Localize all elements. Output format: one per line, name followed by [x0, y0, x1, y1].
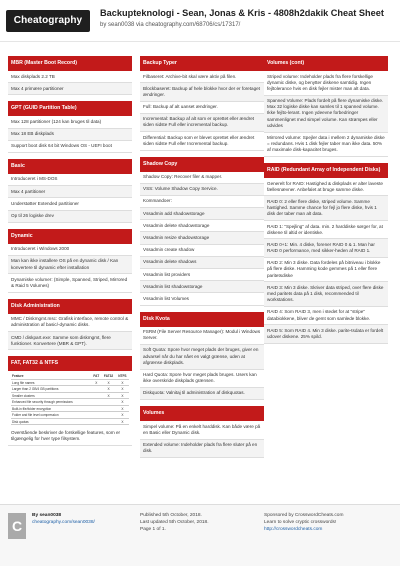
- sponsor-text: Learn to solve cryptic crosswords!: [264, 519, 337, 525]
- table-header-cell: NTFS: [116, 373, 129, 379]
- table-header-cell: FAT: [91, 373, 101, 379]
- section-row: VSS: Volume Shadow Copy Service.: [140, 184, 264, 196]
- section-volumes: [140, 406, 264, 458]
- table-cell: Smaller clusters: [11, 392, 91, 399]
- section-heading: Disk Administration: [8, 299, 132, 314]
- section-heading: GPT (GUID Partition Table): [8, 101, 132, 116]
- section-row: Hard Quota: Spore hvor meget plads bruges. Users kan ikke overskride diskplads grænsen.: [140, 370, 264, 388]
- section-row: Blockbaseret: Backup af hele blokke hvor der er foretaget ændringer.: [140, 83, 264, 101]
- section-row: Vssadmin list shadowstorage: [140, 281, 264, 293]
- section-row: Understøtter Extended partitioner: [8, 198, 132, 210]
- section-row: Introduceret i Windows 2000: [8, 244, 132, 256]
- author-name: By sean0038: [32, 513, 62, 518]
- table-cell: Folder and file level compression: [11, 412, 91, 419]
- section-row: Spanned Volume: Plads fordelt på flere dynamiske diske. Max 32 logiske diske kan samles til 1 spanned volume. Ikke fejlto-lerant. Ingen ydeevne forbedringer sammenlignet med simpel volume. Kan strømpes eller udvides: [264, 96, 388, 133]
- section-row: RAID 3: Min 3 diske. Skriver data striped, over flere diske med paritets data på 1 disk, recommended til workstations.: [264, 282, 388, 307]
- section-row: Vssadmin list Volumes: [140, 293, 264, 305]
- table-cell: X: [101, 386, 115, 393]
- table-cell: X: [91, 379, 101, 386]
- table-header-cell: FAT32: [101, 373, 115, 379]
- column-2: [140, 56, 264, 464]
- section-heading: MBR (Master Boot Record): [8, 56, 132, 71]
- section-heading: Dynamic: [8, 229, 132, 244]
- table-cell: [101, 418, 115, 425]
- author-avatar[interactable]: C: [8, 513, 26, 539]
- section-row: Max 128 partitioner (124 kan bruges til data): [8, 116, 132, 128]
- published-date: Published 5th October, 2018.: [140, 513, 202, 518]
- section-mbr-master-boot-record: [8, 56, 132, 95]
- section-row: Differential: Backup som er blevet oprettet eller ændret siden sidste Full eller Incremental backup.: [140, 132, 264, 150]
- cheatography-logo[interactable]: Cheatography: [6, 10, 90, 32]
- table-cell: X: [116, 412, 129, 419]
- page-title: Backupteknologi - Sean, Jonas & Kris - 4808h2dakik Cheat Sheet: [100, 8, 384, 18]
- section-row: Diskquota: Valnitaj til administration af diskquotas.: [140, 388, 264, 400]
- section-backup-typer: [140, 56, 264, 151]
- author-link[interactable]: cheatography.com/sean0038/: [32, 519, 95, 525]
- section-row: Striped volume: Indeholder plads fra flere forskellige dynamic diske, og benytter diskene samtidig. Ingen fejltolerance hvis en disk fejler mister man alt data.: [264, 71, 388, 96]
- sponsor-link[interactable]: http://crosswordcheats.com: [264, 526, 323, 532]
- section-row: Mirrored volume: Spejler data i mellem 2 dynamiske diske = redundans. Hvis 1 disk fejler taber man ikke data. 50% af maximale disk-kapacitet bruges.: [264, 133, 388, 158]
- section-row: CMD / diskpart.exe: Samme som diskmgmt, flere funktioner. Konvertere (MBR & GPT).: [8, 332, 132, 350]
- table-cell: X: [116, 392, 129, 399]
- section-fat-fat32-ntfs: [8, 356, 132, 445]
- column-1: [8, 56, 132, 452]
- section-row: Max 18 EB diskplads: [8, 129, 132, 141]
- section-row: Generelt for RAID: Hastighed & diskplads er alter laveste fællesnævner. Anbefalet at bruge samme diske.: [264, 178, 388, 196]
- section-row: Overstående beskriver de forskellige features, som er tilgængelig for hver type filsystem.: [8, 427, 132, 445]
- table-cell: X: [101, 392, 115, 399]
- table-cell: Enhanced file security through permissions: [11, 399, 91, 406]
- section-row: RAID 0+1: Min. 4 diske, forener RAID 0 & 1. Man har RAID 0 performance, med sikker-heden af RAID 1.: [264, 239, 388, 257]
- section-heading: RAID (Redundant Array of Independent Disks): [264, 163, 388, 178]
- section-row: Op til 26 logiske drev: [8, 211, 132, 223]
- section-heading: FAT, FAT32 & NTFS: [8, 356, 132, 371]
- section-row: Shadow Copy: Recover filer & mapper.: [140, 172, 264, 184]
- table-cell: Larger than 2 GB/4 GB partitions: [11, 386, 91, 393]
- section-row: Dynamiske volumer: (Simple, Spanned, Striped, Mirrored & Raid 5 Volumes): [8, 274, 132, 292]
- table-cell: X: [116, 386, 129, 393]
- section-row: Max diskplads 2.2 TB: [8, 71, 132, 83]
- section-heading: Volumes: [140, 406, 264, 421]
- section-heading: Backup Typer: [140, 56, 264, 71]
- section-row: Extended volume: Indeholder plads fra flere sluter på en disk.: [140, 440, 264, 458]
- footer-author: [32, 513, 95, 527]
- section-row: Incremental: Backup af alt som er oprettet eller ændret siden sidste Full eller incremental backup.: [140, 114, 264, 132]
- page-count: Page 1 of 1.: [140, 526, 166, 532]
- table-cell: Long file names: [11, 379, 91, 386]
- table-cell: [91, 418, 101, 425]
- section-volumes-cont: [264, 56, 388, 157]
- section-heading: Shadow Copy: [140, 157, 264, 172]
- section-row: Vssadmin resize shadowstorage: [140, 232, 264, 244]
- page-byline[interactable]: by sean0038 via cheatography.com/68706/cs/17317/: [100, 22, 241, 28]
- section-row: RAID 0: 2 eller flere diske, striped volume. Samme hastighed. Samme chance for fejl jo flere diske, hvis 1 disk der taber man alt data.: [264, 196, 388, 221]
- section-dynamic: [8, 229, 132, 293]
- section-row: MMC / Diskmgmt.msc: Grafisk interface, remote control & administration af basic/-dynamic disks.: [8, 314, 132, 332]
- section-row: Vssadmin delete shadowstorage: [140, 220, 264, 232]
- section-row: RAID 1: "Spejling" af data. min. 2 harddiske sørger for, at diskene til altid er identiske.: [264, 221, 388, 239]
- section-row: Max 4 primære partitioner: [8, 83, 132, 95]
- section-row: Support boot disk 64 bit Windows OS - UEFI boot: [8, 141, 132, 153]
- table-header-cell: Feature: [11, 373, 91, 379]
- section-row: FSRM (File Server Resource Manager): Modul i Windows Server.: [140, 327, 264, 345]
- section-heading: Volumes (cont): [264, 56, 388, 71]
- section-raid-redundant-array-of-indepe: [264, 163, 388, 344]
- table-cell: Built-in file/folder encryption: [11, 405, 91, 412]
- table-cell: X: [116, 399, 129, 406]
- section-row: Vssadmin add shadowstorage: [140, 208, 264, 220]
- section-basic: [8, 159, 132, 223]
- feature-table: [11, 373, 129, 425]
- section-row: Soft Quota: Spore hvor meget plads der bruges, giver en advarsel når du har nået en valgt grænse, uden at afgrænse diskplads.: [140, 345, 264, 370]
- section-row: Simpel volume: På en enkelt harddisk. Kan både være på en Basic eller Dynamic disk.: [140, 421, 264, 439]
- section-row: Full: Backup af alt uanset ændringer.: [140, 102, 264, 114]
- section-row: Max 4 partitioner: [8, 186, 132, 198]
- section-shadow-copy: [140, 157, 264, 306]
- table-cell: Disk quotas: [11, 418, 91, 425]
- section-row: RAID 5: Som RAID 4. Min 3 diske. parite-tsdata er fordelt udover diskene. 25% spild.: [264, 325, 388, 343]
- section-row: Vssadmin list providers: [140, 269, 264, 281]
- section-row: Introduceret i MS-DOS: [8, 174, 132, 186]
- section-row: Vssadmin create shadow: [140, 245, 264, 257]
- section-heading: Basic: [8, 159, 132, 174]
- footer-dates: [140, 513, 209, 534]
- section-row: Man kan ikke installere OS på en dynamic disk / Kan konvertere til dynamic efter installation: [8, 256, 132, 274]
- column-3: [264, 56, 388, 350]
- section-disk-administration: [8, 299, 132, 351]
- table-cell: X: [101, 379, 115, 386]
- page-footer: [0, 504, 400, 566]
- section-gpt-guid-partition-table: [8, 101, 132, 153]
- sponsor-label: Sponsored by CrosswordCheats.com: [264, 513, 344, 518]
- section-row: RAID 4: Som RAID 3, men i stedet for at "stripe" databiokkene, bliver de gemt som samlede blokke.: [264, 307, 388, 325]
- table-cell: X: [116, 405, 129, 412]
- section-row: Vssadmin delete shadows: [140, 257, 264, 269]
- footer-sponsor: [264, 513, 343, 534]
- page-header: [0, 0, 400, 42]
- section-row: Filbaseret: Archive-bit skal være aktiv på filen.: [140, 71, 264, 83]
- table-cell: X: [116, 418, 129, 425]
- updated-date: Last updated 5th October, 2018.: [140, 519, 209, 525]
- section-row: RAID 2: Min 3 diske. Data fordeles på bitniveau i blokke på flere diske. Hamming kode gemmes på 1 eller flere paritetsdiske: [264, 258, 388, 283]
- table-cell: X: [116, 379, 129, 386]
- table-row: [11, 418, 129, 425]
- section-row: Kommandoer:: [140, 196, 264, 208]
- section-disk-kvota: [140, 312, 264, 401]
- section-heading: Disk Kvota: [140, 312, 264, 327]
